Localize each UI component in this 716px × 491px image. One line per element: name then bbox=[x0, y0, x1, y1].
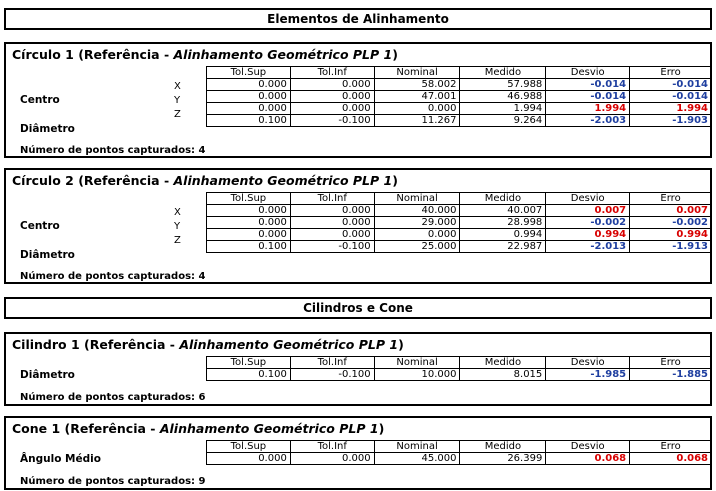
cell-tol-sup: 0.000 bbox=[207, 91, 291, 103]
cell-tol-inf: 0.000 bbox=[290, 79, 374, 91]
cell-nominal: 29.000 bbox=[374, 217, 460, 229]
cell-nominal: 10.000 bbox=[374, 369, 460, 381]
axis-x: X bbox=[174, 81, 181, 92]
column-header: Tol.Inf bbox=[290, 357, 374, 369]
axis-z: Z bbox=[174, 235, 181, 246]
title-reference: Alinhamento Geométrico PLP 1 bbox=[173, 173, 393, 188]
title-reference: Alinhamento Geométrico PLP 1 bbox=[173, 47, 393, 62]
cell-desvio: -2.003 bbox=[546, 115, 630, 127]
cell-nominal: 40.000 bbox=[374, 205, 460, 217]
title-prefix: Círculo 1 (Referência - bbox=[12, 47, 174, 62]
column-header: Medido bbox=[460, 67, 546, 79]
cell-tol-inf: -0.100 bbox=[290, 369, 374, 381]
cell-tol-inf: 0.000 bbox=[290, 205, 374, 217]
cell-nominal: 25.000 bbox=[374, 241, 460, 253]
cell-tol-inf: 0.000 bbox=[290, 217, 374, 229]
cell-medido: 46.988 bbox=[460, 91, 546, 103]
column-header: Tol.Inf bbox=[290, 441, 374, 453]
label-mean-angle: Ângulo Médio bbox=[20, 453, 101, 465]
cell-tol-sup: 0.000 bbox=[207, 79, 291, 91]
column-header: Erro bbox=[630, 441, 712, 453]
cell-erro: -0.002 bbox=[630, 217, 712, 229]
column-header: Nominal bbox=[374, 441, 460, 453]
cell-nominal: 11.267 bbox=[374, 115, 460, 127]
table-row bbox=[207, 229, 712, 241]
title-suffix: ) bbox=[378, 421, 385, 436]
panel-cylinder-1 bbox=[4, 332, 712, 406]
column-header: Medido bbox=[460, 357, 546, 369]
label-diameter: Diâmetro bbox=[20, 369, 75, 381]
axis-z: Z bbox=[174, 109, 181, 120]
cell-tol-sup: 0.000 bbox=[207, 229, 291, 241]
cell-medido: 57.988 bbox=[460, 79, 546, 91]
measurement-table bbox=[206, 66, 712, 127]
column-header: Desvio bbox=[546, 67, 630, 79]
title-reference: Alinhamento Geométrico PLP 1 bbox=[159, 421, 379, 436]
cell-erro: 1.994 bbox=[630, 103, 712, 115]
cell-medido: 40.007 bbox=[460, 205, 546, 217]
column-header: Erro bbox=[630, 357, 712, 369]
cell-tol-inf: 0.000 bbox=[290, 91, 374, 103]
cell-medido: 1.994 bbox=[460, 103, 546, 115]
column-header: Tol.Sup bbox=[207, 357, 291, 369]
cell-desvio: 0.068 bbox=[546, 453, 630, 465]
panel-title bbox=[12, 173, 398, 188]
table-row bbox=[207, 205, 712, 217]
measurement-table bbox=[206, 440, 712, 465]
cell-tol-sup: 0.000 bbox=[207, 205, 291, 217]
cell-tol-sup: 0.100 bbox=[207, 115, 291, 127]
points-captured: Número de pontos capturados: 4 bbox=[20, 145, 206, 156]
column-header: Desvio bbox=[546, 357, 630, 369]
table-row bbox=[207, 79, 712, 91]
cell-medido: 8.015 bbox=[460, 369, 546, 381]
panel-title bbox=[12, 337, 404, 352]
label-diameter: Diâmetro bbox=[20, 249, 75, 261]
axis-x: X bbox=[174, 207, 181, 218]
column-header: Nominal bbox=[374, 67, 460, 79]
panel-title bbox=[12, 421, 384, 436]
column-header: Erro bbox=[630, 193, 712, 205]
measurement-table bbox=[206, 356, 712, 381]
title-prefix: Cilindro 1 (Referência - bbox=[12, 337, 180, 352]
title-suffix: ) bbox=[392, 47, 398, 62]
section-title: Elementos de Alinhamento bbox=[267, 12, 449, 26]
cell-erro: 0.994 bbox=[630, 229, 712, 241]
cell-tol-sup: 0.000 bbox=[207, 103, 291, 115]
cell-nominal: 45.000 bbox=[374, 453, 460, 465]
title-suffix: ) bbox=[398, 337, 404, 352]
points-captured: Número de pontos capturados: 9 bbox=[20, 476, 206, 487]
cell-desvio: -2.013 bbox=[546, 241, 630, 253]
cell-desvio: -0.014 bbox=[546, 79, 630, 91]
cell-nominal: 0.000 bbox=[374, 229, 460, 241]
column-header: Desvio bbox=[546, 193, 630, 205]
panel-cone-1 bbox=[4, 416, 712, 490]
title-reference: Alinhamento Geométrico PLP 1 bbox=[179, 337, 399, 352]
column-header: Erro bbox=[630, 67, 712, 79]
cell-nominal: 0.000 bbox=[374, 103, 460, 115]
cell-erro: -0.014 bbox=[630, 79, 712, 91]
column-header: Tol.Inf bbox=[290, 193, 374, 205]
axis-y: Y bbox=[174, 221, 181, 232]
cell-nominal: 47.001 bbox=[374, 91, 460, 103]
column-header: Desvio bbox=[546, 441, 630, 453]
cell-tol-sup: 0.000 bbox=[207, 217, 291, 229]
cell-erro: 0.007 bbox=[630, 205, 712, 217]
table-row bbox=[207, 369, 712, 381]
cell-medido: 28.998 bbox=[460, 217, 546, 229]
column-header: Tol.Sup bbox=[207, 193, 291, 205]
cell-erro: -1.913 bbox=[630, 241, 712, 253]
cell-tol-sup: 0.000 bbox=[207, 453, 291, 465]
column-header: Tol.Inf bbox=[290, 67, 374, 79]
cell-tol-inf: 0.000 bbox=[290, 229, 374, 241]
points-captured: Número de pontos capturados: 4 bbox=[20, 271, 206, 282]
cell-tol-inf: 0.000 bbox=[290, 453, 374, 465]
axis-y: Y bbox=[174, 95, 181, 106]
cell-desvio: -0.014 bbox=[546, 91, 630, 103]
cell-desvio: -0.002 bbox=[546, 217, 630, 229]
table-row bbox=[207, 91, 712, 103]
cell-erro: -0.014 bbox=[630, 91, 712, 103]
cell-medido: 22.987 bbox=[460, 241, 546, 253]
cell-medido: 9.264 bbox=[460, 115, 546, 127]
cell-erro: 0.068 bbox=[630, 453, 712, 465]
panel-circle-1 bbox=[4, 42, 712, 158]
cell-tol-sup: 0.100 bbox=[207, 369, 291, 381]
table-row bbox=[207, 241, 712, 253]
cell-desvio: -1.985 bbox=[546, 369, 630, 381]
section-title: Cilindros e Cone bbox=[303, 301, 413, 315]
column-header: Medido bbox=[460, 193, 546, 205]
table-header-row bbox=[207, 441, 712, 453]
title-suffix: ) bbox=[392, 173, 398, 188]
column-header: Nominal bbox=[374, 193, 460, 205]
label-center: Centro bbox=[20, 220, 60, 232]
panel-circle-2 bbox=[4, 168, 712, 284]
column-header: Medido bbox=[460, 441, 546, 453]
cell-erro: -1.885 bbox=[630, 369, 712, 381]
table-row bbox=[207, 453, 712, 465]
cell-nominal: 58.002 bbox=[374, 79, 460, 91]
table-header-row bbox=[207, 193, 712, 205]
points-captured: Número de pontos capturados: 6 bbox=[20, 392, 206, 403]
table-row bbox=[207, 103, 712, 115]
section-header-cylinders bbox=[4, 297, 712, 319]
cell-tol-inf: 0.000 bbox=[290, 103, 374, 115]
cell-tol-sup: 0.100 bbox=[207, 241, 291, 253]
measurement-table bbox=[206, 192, 712, 253]
table-row bbox=[207, 115, 712, 127]
column-header: Tol.Sup bbox=[207, 441, 291, 453]
cell-medido: 0.994 bbox=[460, 229, 546, 241]
table-row bbox=[207, 217, 712, 229]
cell-tol-inf: -0.100 bbox=[290, 241, 374, 253]
column-header: Nominal bbox=[374, 357, 460, 369]
cell-desvio: 0.994 bbox=[546, 229, 630, 241]
cell-medido: 26.399 bbox=[460, 453, 546, 465]
column-header: Tol.Sup bbox=[207, 67, 291, 79]
cell-erro: -1.903 bbox=[630, 115, 712, 127]
section-header-alignment bbox=[4, 8, 712, 30]
title-prefix: Círculo 2 (Referência - bbox=[12, 173, 174, 188]
title-prefix: Cone 1 (Referência - bbox=[12, 421, 160, 436]
label-center: Centro bbox=[20, 94, 60, 106]
cell-desvio: 0.007 bbox=[546, 205, 630, 217]
cell-tol-inf: -0.100 bbox=[290, 115, 374, 127]
table-header-row bbox=[207, 357, 712, 369]
panel-title bbox=[12, 47, 398, 62]
table-header-row bbox=[207, 67, 712, 79]
label-diameter: Diâmetro bbox=[20, 123, 75, 135]
cell-desvio: 1.994 bbox=[546, 103, 630, 115]
